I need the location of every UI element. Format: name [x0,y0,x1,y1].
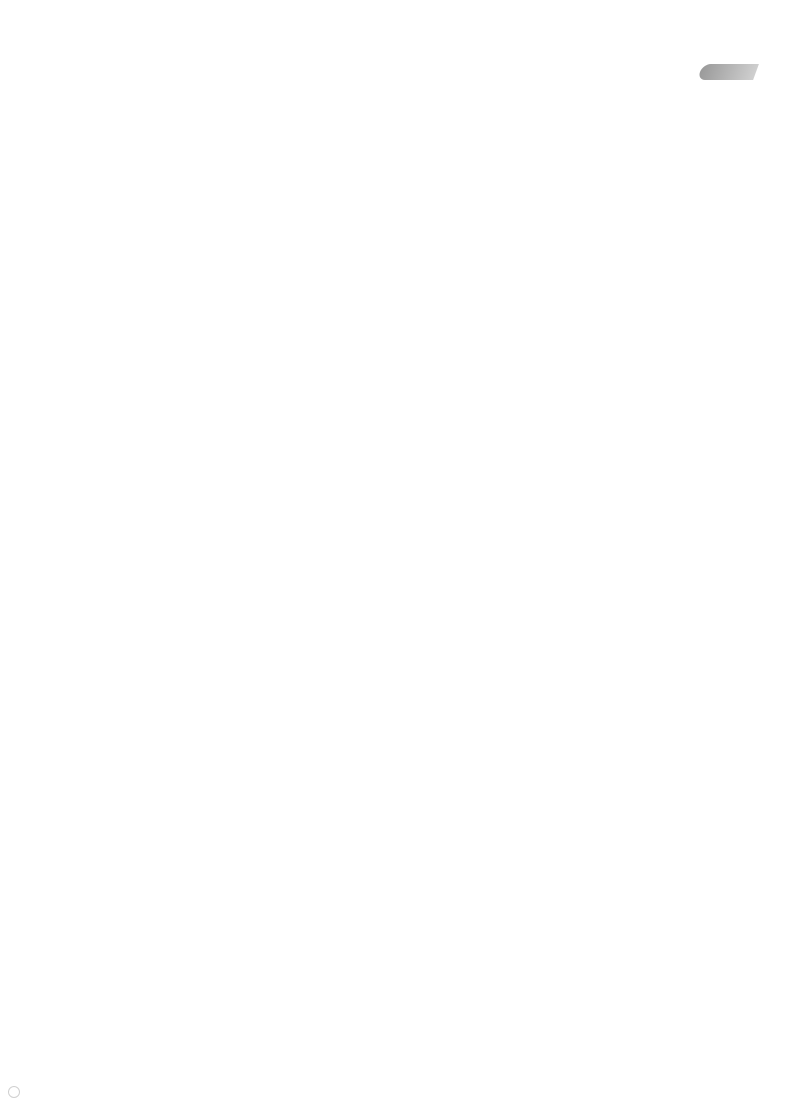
watermark-logo-icon [8,1086,20,1098]
chapter-tab-decoration [697,64,759,80]
page-body [82,96,722,120]
watermark [8,1086,23,1098]
